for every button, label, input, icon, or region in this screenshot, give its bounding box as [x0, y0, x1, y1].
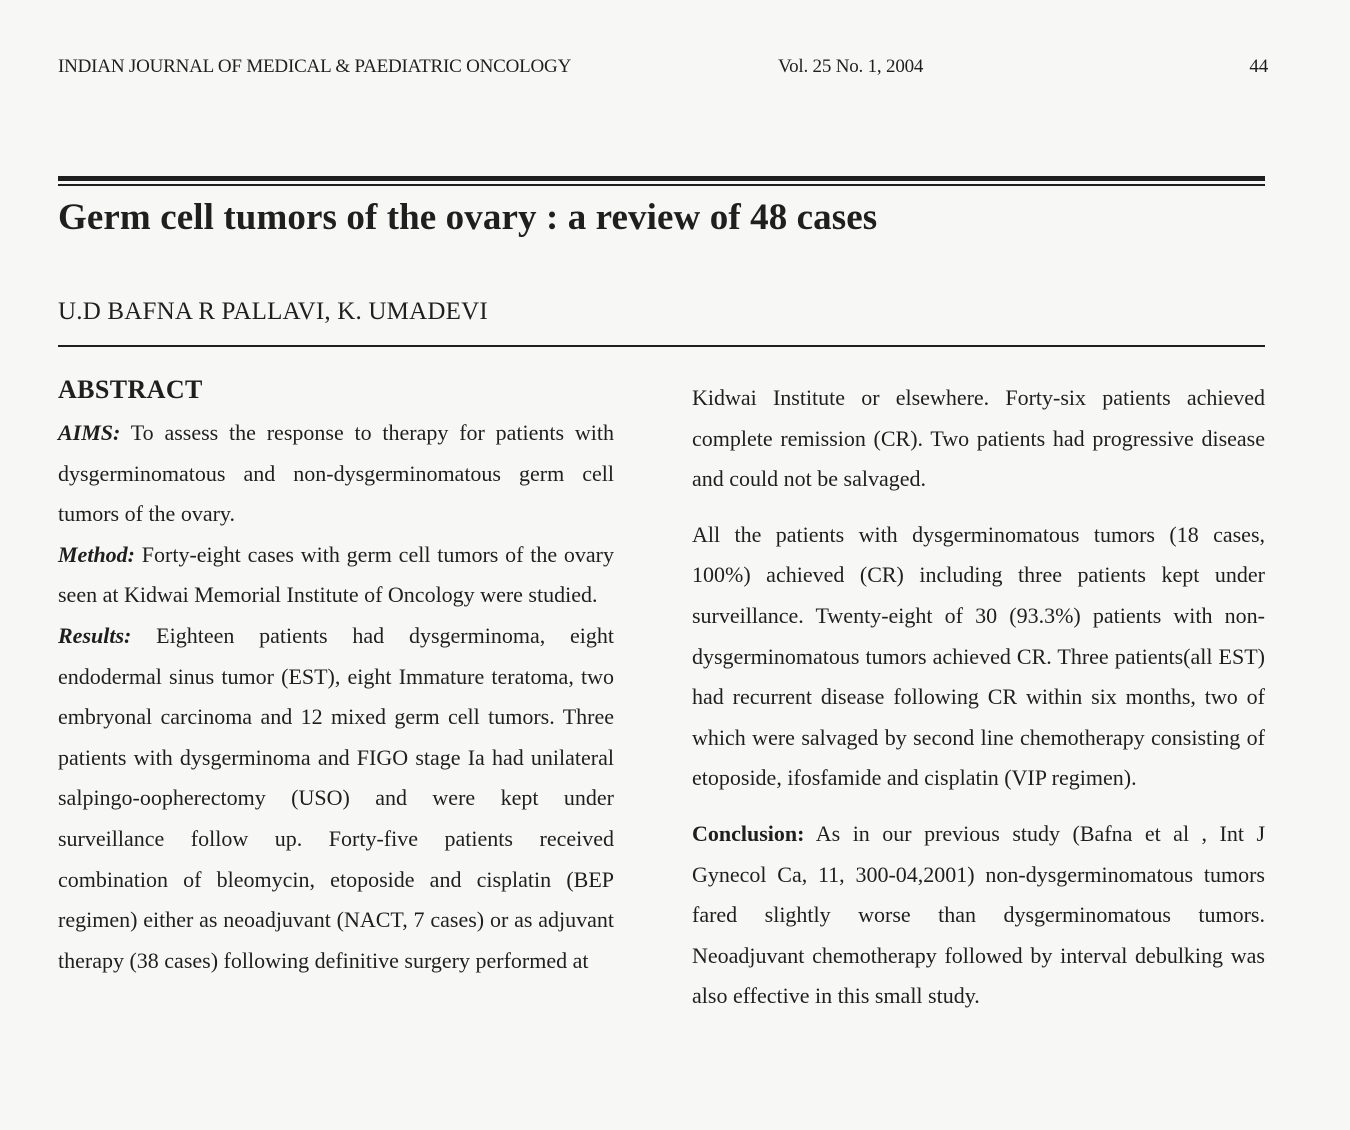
conclusion-label: Conclusion: [692, 820, 805, 846]
running-head [58, 56, 1268, 84]
conclusion-paragraph [692, 814, 1265, 1017]
page-number: 44 [1249, 56, 1268, 77]
abstract-left-column [58, 373, 614, 981]
title-rule-top-thin [58, 184, 1265, 186]
results-paragraph [58, 616, 614, 981]
dysgerminoma-outcome-paragraph: All the patients with dysgerminomatous tumors (18 cases, 100%) achieved (CR) including three patients kept under surveillance. Twenty-eight of 30 (93.3%) patients with non-dysgerminomatous tumors achieved CR. Three patients(all EST) had recurrent disease following CR within six months, two of which were salvaged by second line chemotherapy consisting of etoposide, ifosfamide and cisplatin (VIP regimen). [692, 521, 1265, 791]
method-text: Forty-eight cases with germ cell tumors of the ovary seen at Kidwai Memorial Institute of Oncology were studied. [58, 541, 614, 608]
results-continued-paragraph: Kidwai Institute or elsewhere. Forty-six patients achieved complete remission (CR). Two patients had progressive disease and could not be salvaged. [692, 385, 1265, 492]
abstract-heading: ABSTRACT [58, 375, 203, 404]
title-rule-top [58, 176, 1265, 181]
results-text: Eighteen patients had dysgerminoma, eight endodermal sinus tumor (EST), eight Immature teratoma, two embryonal carcinoma and 12 mixed germ cell tumors. Three patients with dysgerminoma and FIGO stage Ia had unilateral salpingo-oopherectomy (USO) and were kept under surveillance follow up. Forty-five patients received combination of bleomycin, etoposide and cisplatin (BEP regimen) either as neoadjuvant (NACT, 7 cases) or as adjuvant therapy (38 cases) following definitive surgery performed at [58, 622, 614, 973]
method-label: Method: [58, 541, 135, 567]
method-paragraph [58, 535, 614, 616]
conclusion-text: As in our previous study (Bafna et al , Int J Gynecol Ca, 11, 300-04,2001) non-dysgerminomatous tumors fared slightly worse than dysgerminomatous tumors. Neoadjuvant chemotherapy followed by interval debulking was also effective in this small study. [692, 820, 1266, 1009]
journal-name: INDIAN JOURNAL OF MEDICAL & PAEDIATRIC ONCOLOGY [58, 56, 572, 77]
aims-paragraph [58, 413, 614, 535]
article-authors: U.D BAFNA R PALLAVI, K. UMADEVI [58, 298, 488, 325]
article-title: Germ cell tumors of the ovary : a review of 48 cases [58, 197, 878, 238]
aims-label: AIMS: [58, 420, 121, 445]
aims-text: To assess the response to therapy for patients with dysgerminomatous and non-dysgerminomatous germ cell tumors of the ovary. [58, 420, 614, 527]
volume-issue: Vol. 25 No. 1, 2004 [778, 56, 924, 77]
abstract-right-column [692, 378, 1265, 1017]
authors-rule [58, 345, 1265, 347]
results-label: Results: [58, 622, 132, 648]
